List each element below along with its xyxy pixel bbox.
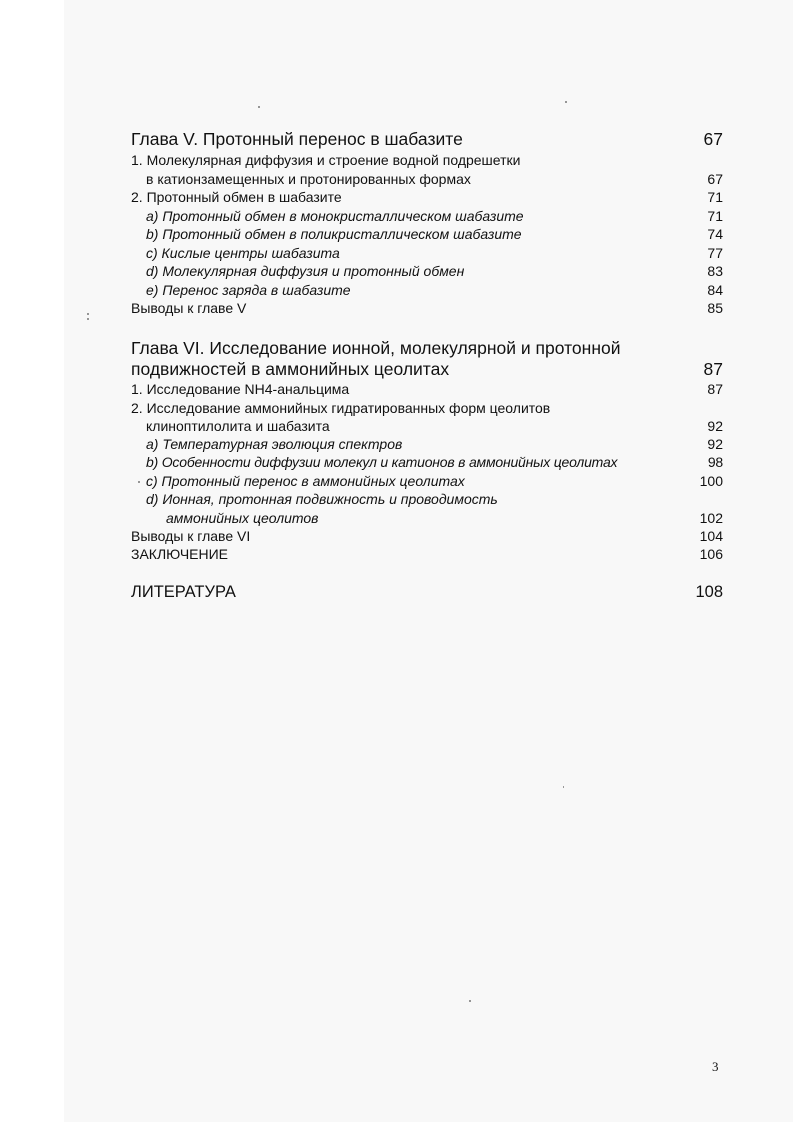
toc-entry-text: 2. Исследование аммонийных гидратированных форм цеолитов xyxy=(131,400,551,416)
toc-entry-page: 85 xyxy=(707,300,723,316)
toc-ch6-subsection-d-line2[interactable] xyxy=(166,511,723,525)
toc-entry-page: 98 xyxy=(707,454,723,470)
toc-ch5-subsection-d[interactable] xyxy=(146,264,723,278)
toc-ch6-subsection-a[interactable] xyxy=(146,437,723,451)
toc-conclusion[interactable] xyxy=(131,547,723,561)
toc-ch6-section-2-line2[interactable] xyxy=(146,419,723,433)
toc-ch5-section-1-line2[interactable] xyxy=(146,172,723,186)
scan-speck xyxy=(565,101,567,103)
toc-ch5-section-1-line1[interactable] xyxy=(131,153,723,167)
toc-entry-text: Выводы к главе VI xyxy=(131,528,251,544)
toc-entry-text: b) Особенности диффузии молекул и катионов в аммонийных цеолитах xyxy=(146,454,618,470)
toc-entry-text: 1. Молекулярная диффузия и строение водной подрешетки xyxy=(131,152,521,168)
toc-chapter-5-title: Глава V. Протонный перенос в шабазите xyxy=(131,129,463,149)
toc-entry-text: 1. Исследование NH4-анальцима xyxy=(131,381,350,397)
toc-entry-page: 100 xyxy=(699,473,723,489)
toc-ch5-section-2[interactable] xyxy=(131,190,723,204)
toc-entry-page: 87 xyxy=(707,381,723,397)
toc-ch5-subsection-e[interactable] xyxy=(146,283,723,297)
page-number: 3 xyxy=(712,1059,719,1074)
toc-entry-page: 77 xyxy=(707,245,723,261)
toc-ch6-subsection-b[interactable] xyxy=(146,455,723,469)
toc-entry-page: 92 xyxy=(707,436,723,452)
toc-entry-page: 74 xyxy=(707,226,723,242)
scan-speck xyxy=(469,1000,471,1002)
toc-entry-text: a) Температурная эволюция спектров xyxy=(146,436,403,452)
toc-ch5-conclusions[interactable] xyxy=(131,301,723,315)
toc-literature[interactable] xyxy=(131,584,723,601)
toc-entry-text: ЛИТЕРАТУРА xyxy=(131,583,236,601)
toc-entry-text: d) Ионная, протонная подвижность и проводимость xyxy=(146,491,498,507)
toc-entry-text: Выводы к главе V xyxy=(131,300,247,316)
toc-entry-text: 2. Протонный обмен в шабазите xyxy=(131,189,342,205)
toc-entry-page: 67 xyxy=(707,171,723,187)
toc-ch5-subsection-b[interactable] xyxy=(146,227,723,241)
toc-ch5-subsection-c[interactable] xyxy=(146,246,723,260)
toc-entry-text: b) Протонный обмен в поликристаллическом шабазите xyxy=(146,226,522,242)
toc-ch6-subsection-d-line1[interactable] xyxy=(146,492,723,506)
toc-entry-page: 71 xyxy=(707,208,723,224)
toc-chapter-6-title-cont: подвижностей в аммонийных цеолитах xyxy=(131,359,450,379)
toc-entry-page: 84 xyxy=(707,282,723,298)
toc-chapter-6-line1[interactable] xyxy=(131,340,723,358)
toc-ch6-section-2-line1[interactable] xyxy=(131,401,723,415)
scan-speck xyxy=(87,318,89,320)
toc-ch6-conclusions[interactable] xyxy=(131,529,723,543)
toc-chapter-6-title: Глава VI. Исследование ионной, молекулярной и протонной xyxy=(131,338,621,358)
toc-entry-text: аммонийных цеолитов xyxy=(166,510,319,526)
toc-ch6-subsection-c[interactable] xyxy=(146,474,723,488)
toc-chapter-6-page: 87 xyxy=(703,359,723,379)
toc-chapter-5[interactable] xyxy=(131,131,723,149)
toc-chapter-5-page: 67 xyxy=(703,129,723,149)
toc-entry-text: c) Протонный перенос в аммонийных цеолитах xyxy=(146,473,465,489)
toc-entry-page: 102 xyxy=(699,510,723,526)
toc-entry-page: 83 xyxy=(707,263,723,279)
toc-entry-page: 92 xyxy=(707,418,723,434)
toc-entry-text: e) Перенос заряда в шабазите xyxy=(146,282,351,298)
toc-entry-page: 71 xyxy=(707,189,723,205)
scan-speck xyxy=(138,481,140,483)
toc-chapter-6-line2[interactable] xyxy=(131,361,723,379)
toc-entry-text: d) Молекулярная диффузия и протонный обмен xyxy=(146,263,465,279)
toc-entry-text: клиноптилолита и шабазита xyxy=(146,418,330,434)
toc-ch5-subsection-a[interactable] xyxy=(146,209,723,223)
toc-entry-page: 108 xyxy=(695,583,723,601)
toc-entry-text: a) Протонный обмен в монокристаллическом шабазите xyxy=(146,208,524,224)
toc-entry-page: 106 xyxy=(699,546,723,562)
toc-entry-text: в катионзамещенных и протонированных формах xyxy=(146,171,471,187)
toc-entry-page: 104 xyxy=(699,528,723,544)
toc-entry-text: c) Кислые центры шабазита xyxy=(146,245,340,261)
scan-speck xyxy=(563,786,564,788)
toc-ch6-section-1[interactable] xyxy=(131,382,723,396)
scan-speck xyxy=(87,313,89,315)
scan-speck xyxy=(258,106,260,108)
toc-entry-text: ЗАКЛЮЧЕНИЕ xyxy=(131,546,228,562)
